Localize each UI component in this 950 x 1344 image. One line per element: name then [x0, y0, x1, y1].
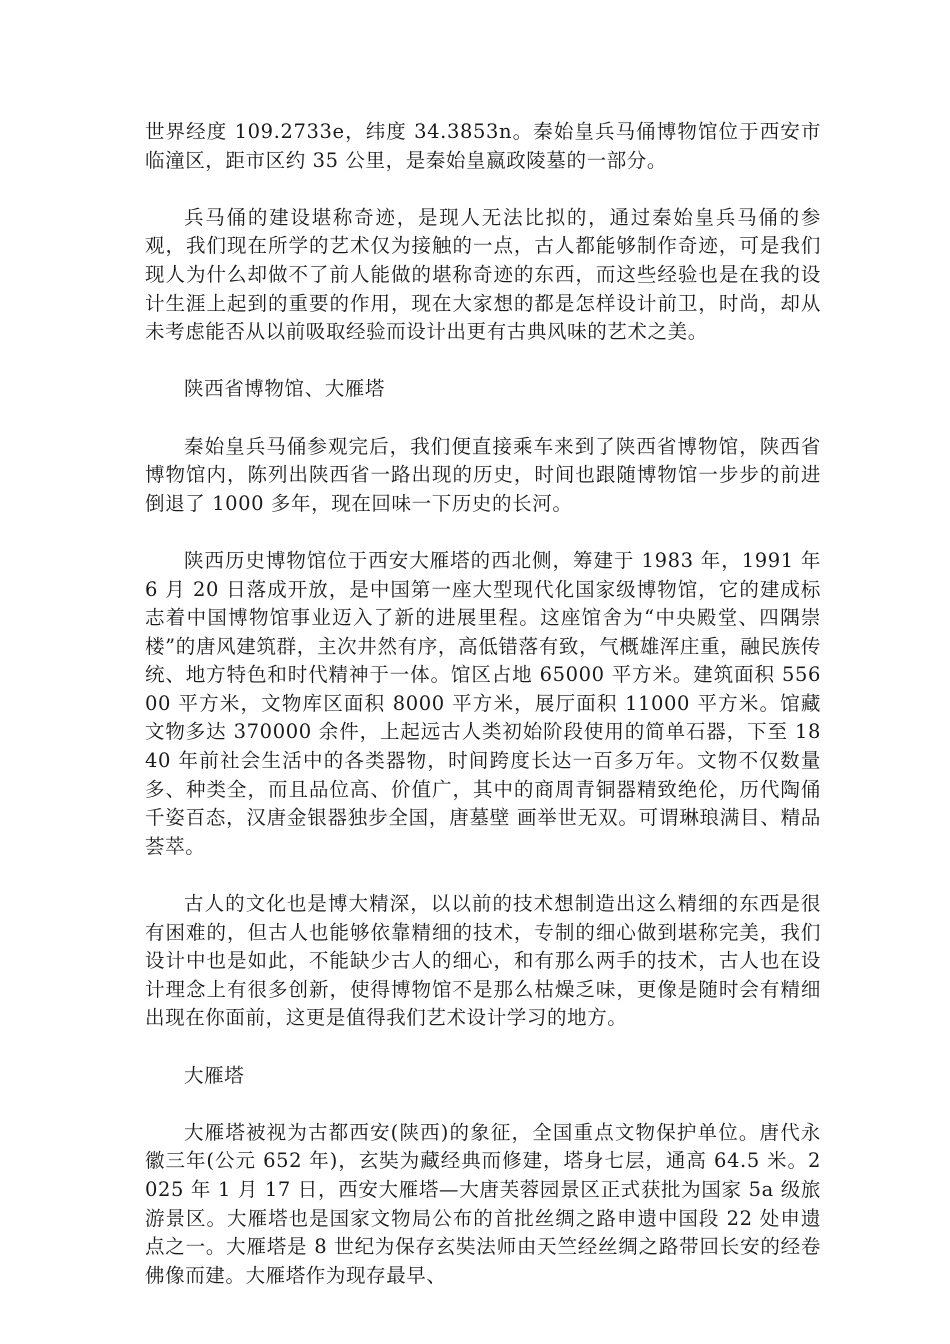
paragraph-location: 世界经度 109.2733e，纬度 34.3853n。秦始皇兵马俑博物馆位于西安市临潼区，距市区约 35 公里，是秦始皇嬴政陵墓的一部分。 — [145, 120, 821, 172]
section-heading-pagoda: 大雁塔 — [184, 1063, 245, 1087]
section-heading-museum-pagoda: 陕西省博物馆、大雁塔 — [184, 377, 386, 401]
paragraph-ancient-culture: 古人的文化也是博大精深，以以前的技术想制造出这么精细的东西是很有困难的，但古人也能够依靠精细的技术，专制的细心做到堪称完美，我们设计中也是如此，不能缺少古人的细心，和有那么两手的技术，古人也在设计理念上有很多创新，使得博物馆不是那么枯燥乏味，更像是随时会有精细出现在你面前，这更是值得我们艺术设计学习的地方。 — [145, 892, 821, 1030]
paragraph-pagoda-intro: 大雁塔被视为古都西安(陕西)的象征，全国重点文物保护单位。唐代永徽三年(公元 652 年)，玄奘为藏经典而修建，塔身七层，通高 64.5 米。2025 年 1 月 17 日，西安大雁塔—大唐芙蓉园景区正式获批为国家 5a 级旅游景区。大雁塔也是国家文物局公布的首批丝绸之路申遗中国段 22 处申遗点之一。大雁塔是 8 世纪为保存玄奘法师由天竺经丝绸之路带回长安的经卷佛像而建。大雁塔作为现存最早、 — [145, 1120, 821, 1287]
paragraph-gap — [145, 861, 821, 890]
paragraph-gap — [145, 1033, 821, 1062]
paragraph-museum-visit: 秦始皇兵马俑参观完后，我们便直接乘车来到了陕西省博物馆，陕西省博物馆内，陈列出陕西省一路出现的历史，时间也跟随博物馆一步步的前进倒退了 1000 多年，现在回味一下历史的长河。 — [145, 434, 821, 515]
paragraph-gap — [145, 175, 821, 204]
paragraph-museum-intro: 陕西历史博物馆位于西安大雁塔的西北侧，筹建于 1983 年，1991 年 6 月 20 日落成开放，是中国第一座大型现代化国家级博物馆，它的建成标志着中国博物馆事业迈入了新的进展里程。这座馆舍为“中央殿堂、四隅崇楼”的唐风建筑群，主次井然有序，高低错落有致，气概雄浑庄重，融民族传统、地方特色和时代精神于一体。馆区占地 65000 平方米。建筑面积 55600 平方米，文物库区面积 8000 平方米，展厅面积 11000 平方米。馆藏文物多达 370000 余件，上起远古人类初始阶段使用的简单石器，下至 1840 年前社会生活中的各类器物，时间跨度长达一百多万年。文物不仅数量多、种类全，而且品位高、价值广，其中的商周青铜器精致绝伦，历代陶俑千姿百态，汉唐金银器独步全国，唐墓壁 画举世无双。可谓琳琅满目、精品荟萃。 — [145, 548, 821, 858]
paragraph-terracotta-reflection: 兵马俑的建设堪称奇迹，是现人无法比拟的，通过秦始皇兵马俑的参观，我们现在所学的艺术仅为接触的一点，古人都能够制作奇迹，可是我们现人为什么却做不了前人能做的堪称奇迹的东西，而这些经验也是在我的设计生涯上起到的重要的作用，现在大家想的都是怎样设计前卫，时尚，却从未考虑能否从以前吸取经验而设计出更有古典风味的艺术之美。 — [145, 205, 821, 344]
document-page — [145, 118, 821, 1290]
paragraph-gap — [145, 404, 821, 433]
paragraph-gap — [145, 347, 821, 376]
paragraph-gap — [145, 1090, 821, 1119]
paragraph-gap — [145, 518, 821, 547]
